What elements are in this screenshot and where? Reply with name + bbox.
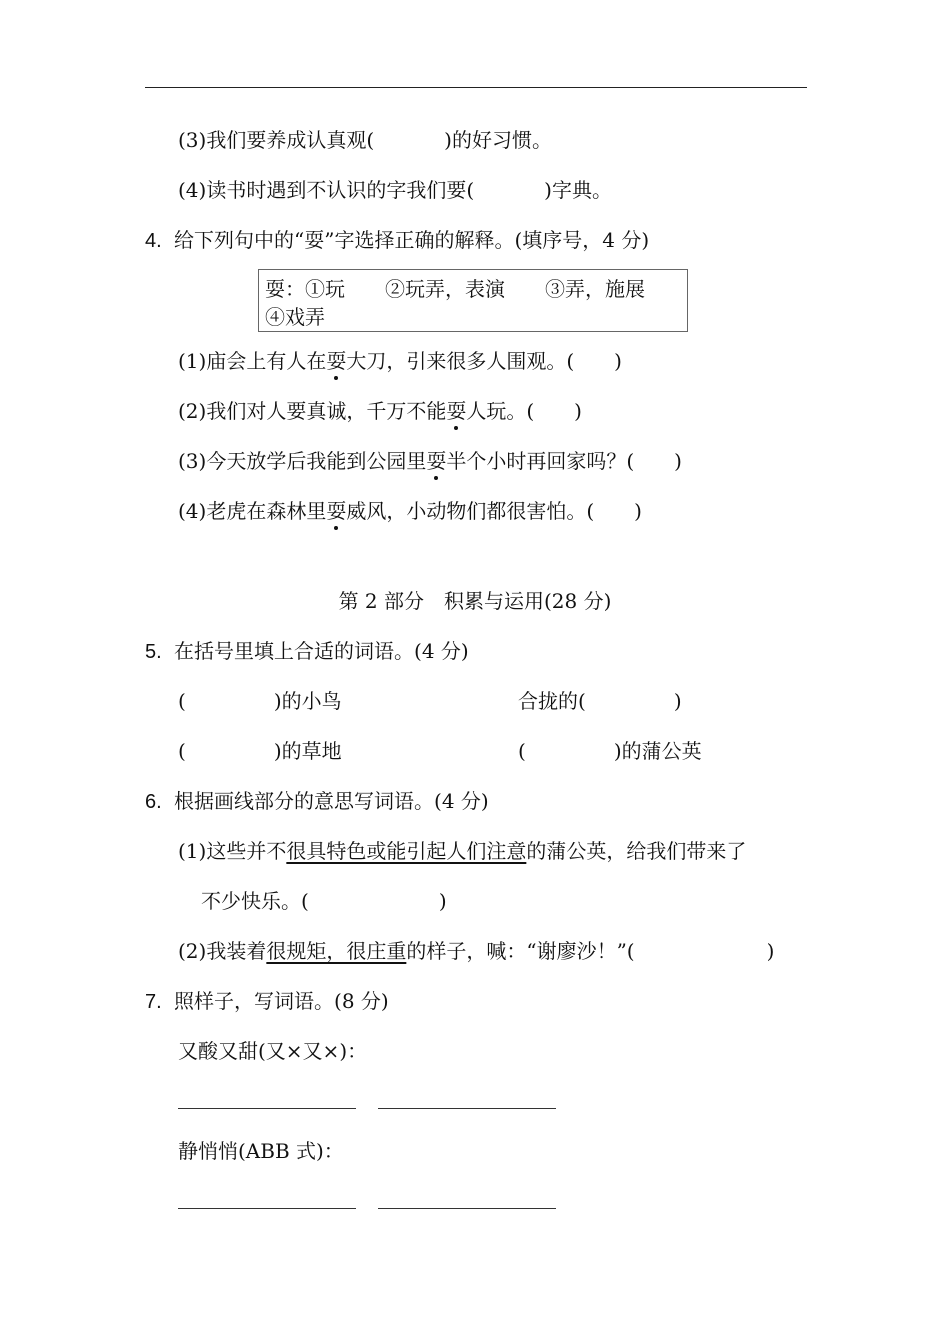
question-number: 6. bbox=[145, 791, 162, 813]
question-title: 照样子，写词语。(8 分) bbox=[174, 989, 389, 1013]
q3-item-3 bbox=[178, 127, 552, 153]
paren-close: ) bbox=[766, 939, 775, 963]
paren-open: ( bbox=[518, 739, 526, 763]
q6-heading bbox=[145, 788, 489, 815]
q4-item-3 bbox=[178, 448, 682, 474]
answer-line[interactable] bbox=[378, 1108, 556, 1109]
cell-text: )的小鸟 bbox=[273, 689, 342, 713]
q4-item-2 bbox=[178, 398, 582, 424]
q5-cell-3 bbox=[178, 738, 342, 764]
q3-item-4 bbox=[178, 177, 612, 203]
question-number: 4. bbox=[145, 230, 162, 252]
question-number: 5. bbox=[145, 641, 162, 663]
q4-item-4 bbox=[178, 498, 642, 524]
q5-cell-2 bbox=[518, 688, 682, 714]
q6-item-1-line-2 bbox=[201, 888, 447, 914]
paren-close: ) bbox=[438, 889, 447, 913]
definition-box bbox=[258, 269, 688, 332]
q6-item-text: 的蒲公英，给我们带来了 bbox=[526, 839, 747, 863]
question-title: 在括号里填上合适的词语。(4 分) bbox=[174, 639, 469, 663]
q6-item-2 bbox=[178, 938, 774, 964]
cell-text: )的蒲公英 bbox=[613, 739, 702, 763]
definition-line-2: ④戏弄 bbox=[265, 305, 325, 329]
cell-text: 合拢的( bbox=[518, 689, 586, 713]
q6-item-1 bbox=[178, 838, 746, 864]
q3-item-3-tail: )的好习惯。 bbox=[444, 128, 552, 152]
definition-line-1: 耍：①玩 ②玩弄，表演 ③弄，施展 bbox=[265, 277, 645, 301]
q4-item-text: (4)老虎在森林里 bbox=[178, 499, 327, 523]
question-number: 7. bbox=[145, 991, 162, 1013]
paren-open: ( bbox=[178, 689, 186, 713]
q6-item-text: (1)这些并不 bbox=[178, 839, 287, 863]
dotted-character: 耍 bbox=[426, 449, 447, 473]
underlined-phrase: 很规矩，很庄重 bbox=[266, 939, 407, 963]
underlined-phrase: 很具特色或能引起人们注意 bbox=[286, 839, 527, 863]
q4-item-text: (3)今天放学后我能到公园里 bbox=[178, 449, 427, 473]
q4-item-answer[interactable]: 大刀，引来很多人围观。( ) bbox=[346, 349, 622, 373]
dotted-character: 耍 bbox=[326, 499, 347, 523]
q4-item-text: (1)庙会上有人在 bbox=[178, 349, 327, 373]
question-title: 给下列句中的“耍”字选择正确的解释。(填序号，4 分) bbox=[174, 228, 650, 252]
answer-line[interactable] bbox=[378, 1208, 556, 1209]
q3-item-3-text: (3)我们要养成认真观( bbox=[178, 128, 375, 152]
q4-item-1 bbox=[178, 348, 622, 374]
q4-item-answer[interactable]: 人玩。( ) bbox=[466, 399, 582, 423]
paren-open: ( bbox=[178, 739, 186, 763]
q5-heading bbox=[145, 638, 469, 665]
header-rule bbox=[145, 87, 807, 88]
q3-item-4-text: (4)读书时遇到不认识的字我们要( bbox=[178, 178, 475, 202]
q7-example-2: 静悄悄(ABB 式)： bbox=[178, 1139, 344, 1163]
q7-example-1: 又酸又甜(又×又×)： bbox=[178, 1039, 368, 1063]
q6-item-text: 不少快乐。( bbox=[201, 889, 309, 913]
q4-item-text: (2)我们对人要真诚，千万不能 bbox=[178, 399, 447, 423]
q4-item-answer[interactable]: 威风，小动物们都很害怕。( ) bbox=[346, 499, 642, 523]
q7-heading bbox=[145, 988, 389, 1015]
q6-item-text: 的样子，喊：“谢廖沙！”( bbox=[406, 939, 635, 963]
question-title: 根据画线部分的意思写词语。(4 分) bbox=[174, 789, 489, 813]
paren-close: ) bbox=[673, 689, 682, 713]
q4-item-answer[interactable]: 半个小时再回家吗？( ) bbox=[446, 449, 682, 473]
q6-item-text: (2)我装着 bbox=[178, 939, 267, 963]
dotted-character: 耍 bbox=[326, 349, 347, 373]
dotted-character: 耍 bbox=[446, 399, 467, 423]
q5-cell-4 bbox=[518, 738, 702, 764]
q3-item-4-tail: )字典。 bbox=[544, 178, 612, 202]
q4-heading bbox=[145, 227, 649, 254]
answer-line[interactable] bbox=[178, 1208, 356, 1209]
cell-text: )的草地 bbox=[273, 739, 342, 763]
q5-cell-1 bbox=[178, 688, 342, 714]
answer-line[interactable] bbox=[178, 1108, 356, 1109]
section-title: 第 2 部分 积累与运用(28 分) bbox=[338, 589, 612, 613]
